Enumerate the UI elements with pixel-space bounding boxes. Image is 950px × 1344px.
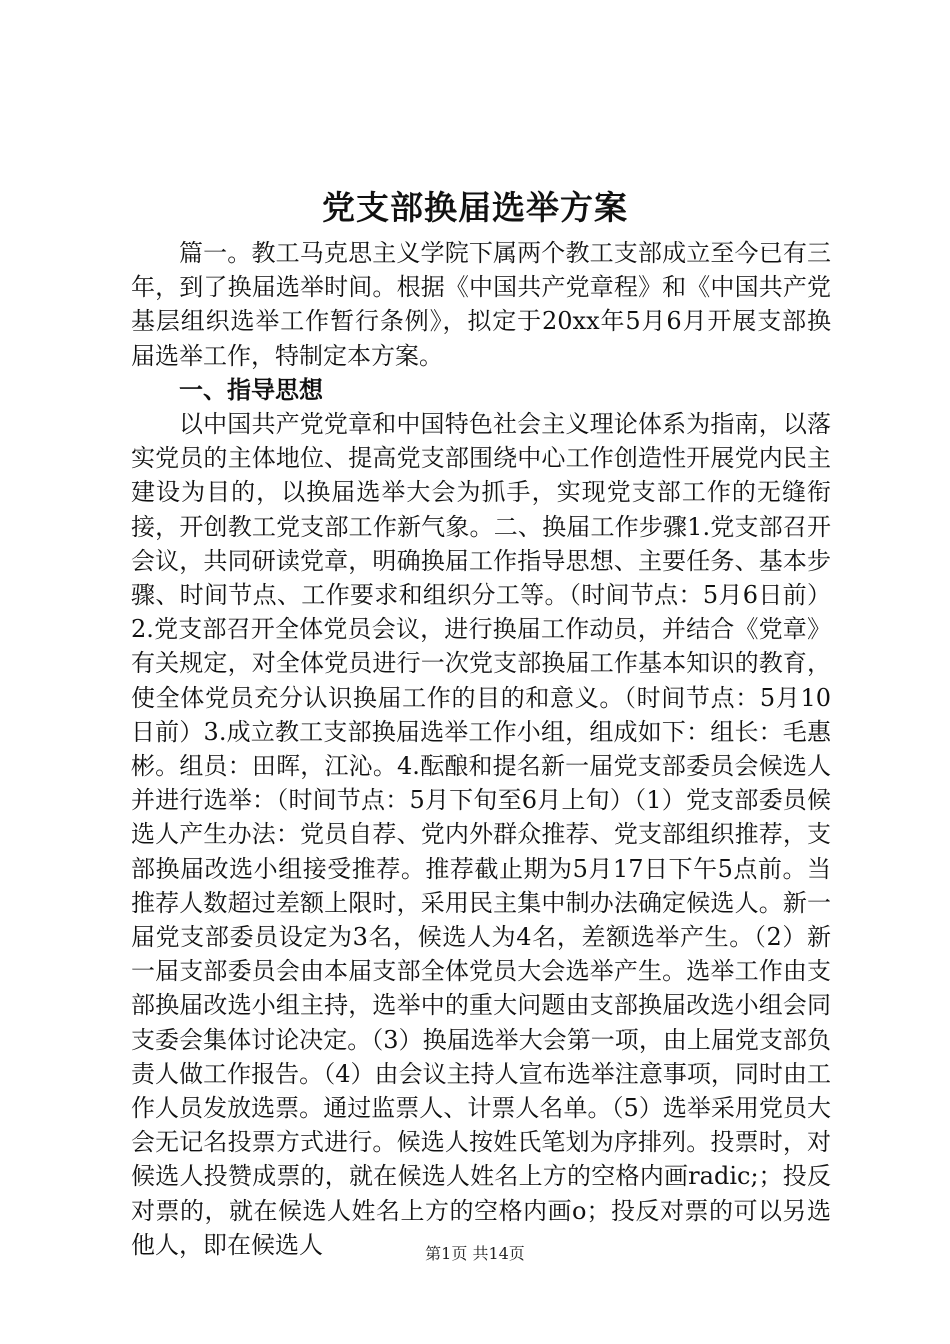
document-title: 党支部换届选举方案 [322,188,628,227]
page-indicator: 第1页 共14页 [425,1244,525,1263]
page-footer [0,1243,950,1265]
section-heading-guiding-ideology: 一、指导思想 [179,374,323,404]
intro-paragraph: 篇一。教工马克思主义学院下属两个教工支部成立至今已有三年，到了换届选举时间。根据《中国共产党章程》和《中国共产党基层组织选举工作暂行条例》，拟定于20xx年5月6月开展支部换届选举工作，特制定本方案。 [131,239,831,370]
document-body [131,236,831,1262]
body-paragraph: 以中国共产党党章和中国特色社会主义理论体系为指南，以落实党员的主体地位、提高党支部围绕中心工作创造性开展党内民主建设为目的，以换届选举大会为抓手，实现党支部工作的无缝衔接，开创教工党支部工作新气象。二、换届工作步骤1.党支部召开会议，共同研读党章，明确换届工作指导思想、主要任务、基本步骤、时间节点、工作要求和组织分工等。（时间节点：5月6日前）2.党支部召开全体党员会议，进行换届工作动员，并结合《党章》有关规定，对全体党员进行一次党支部换届工作基本知识的教育，使全体党员充分认识换届工作的目的和意义。（时间节点：5月10日前）3.成立教工支部换届选举工作小组，组成如下：组长：毛惠彬。组员：田晖，江沁。4.酝酿和提名新一届党支部委员会候选人并进行选举：（时间节点：5月下旬至6月上旬）（1）党支部委员候选人产生办法：党员自荐、党内外群众推荐、党支部组织推荐，支部换届改选小组接受推荐。推荐截止期为5月17日下午5点前。当推荐人数超过差额上限时，采用民主集中制办法确定候选人。新一届党支部委员设定为3名，候选人为4名，差额选举产生。（2）新一届支部委员会由本届支部全体党员大会选举产生。选举工作由支部换届改选小组主持，选举中的重大问题由支部换届改选小组会同支委会集体讨论决定。（3）换届选举大会第一项，由上届党支部负责人做工作报告。（4）由会议主持人宣布选举注意事项，同时由工作人员发放选票。通过监票人、计票人名单。（5）选举采用党员大会无记名投票方式进行。候选人按姓氏笔划为序排列。投票时，对候选人投赞成票的，就在候选人姓名上方的空格内画radic;；投反对票的，就在候选人姓名上方的空格内画o；投反对票的可以另选他人，即在候选人 [131,410,831,1259]
